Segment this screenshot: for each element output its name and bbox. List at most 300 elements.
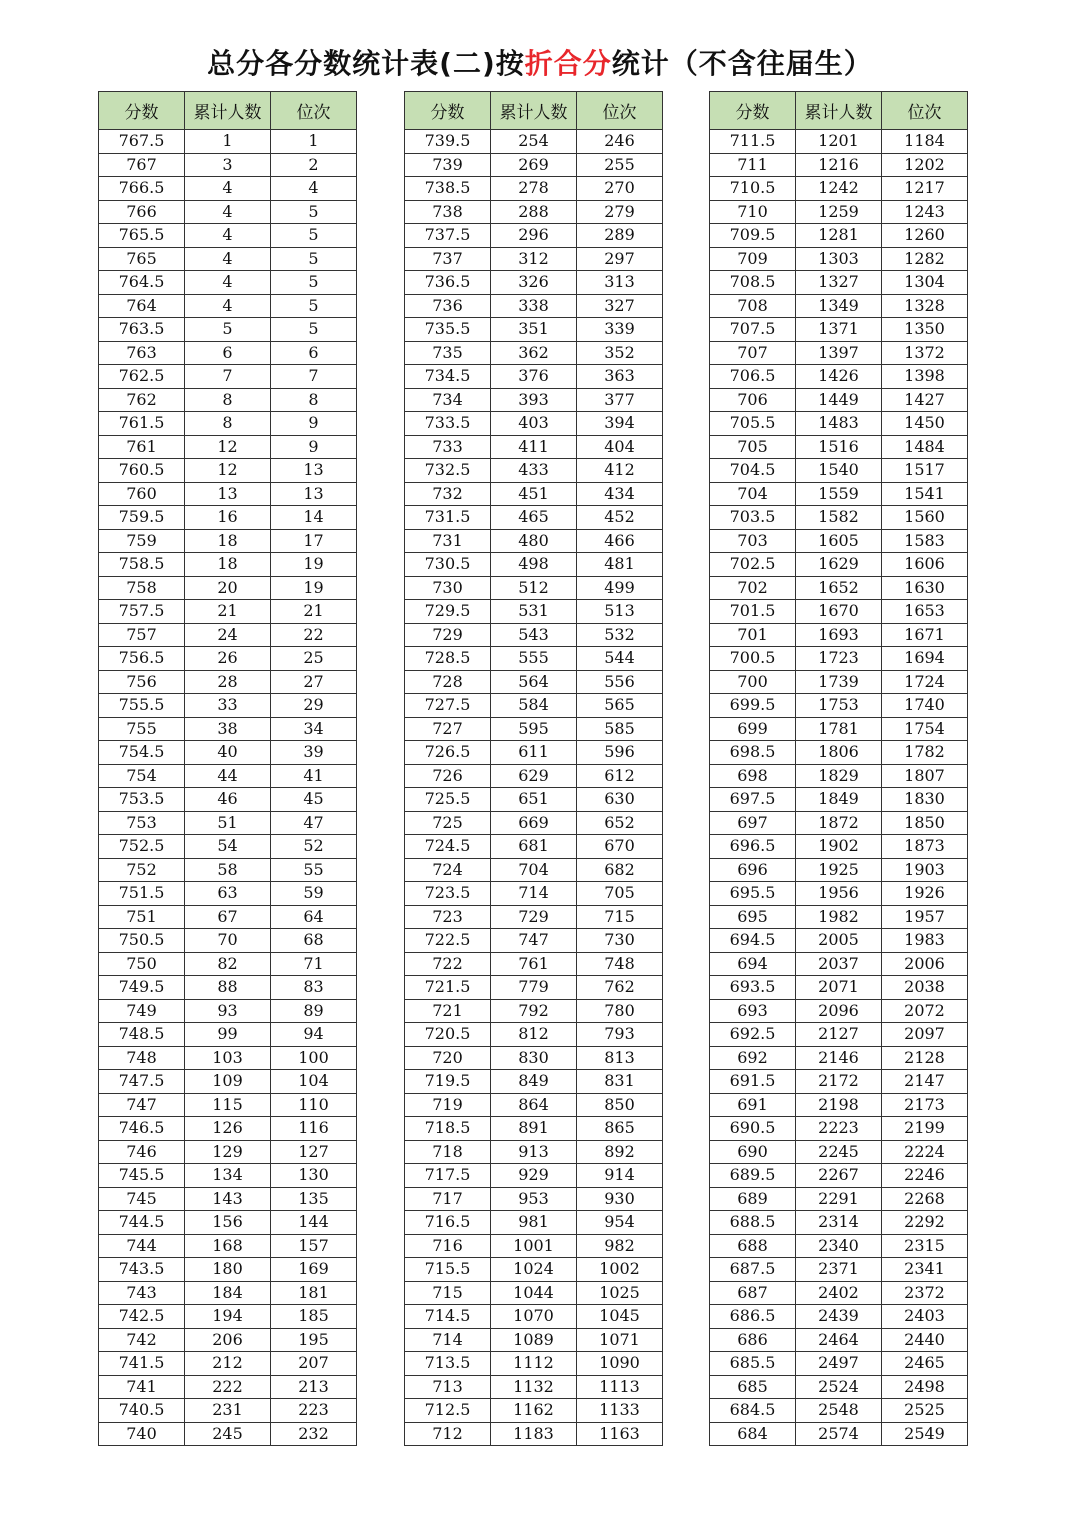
- rank-cell: 232: [271, 1422, 357, 1446]
- cumulative-cell: 1739: [796, 670, 882, 694]
- cumulative-cell: 278: [491, 177, 577, 201]
- rank-cell: 499: [577, 576, 663, 600]
- table-row: [710, 835, 968, 859]
- rank-cell: 2128: [882, 1046, 968, 1070]
- rank-cell: 585: [577, 717, 663, 741]
- score-cell: 753: [99, 811, 185, 835]
- table-row: [405, 482, 663, 506]
- table-row: [99, 365, 357, 389]
- rank-cell: 556: [577, 670, 663, 694]
- cumulative-cell: 1629: [796, 553, 882, 577]
- rank-cell: 55: [271, 858, 357, 882]
- cumulative-cell: 184: [185, 1281, 271, 1305]
- score-cell: 749.5: [99, 976, 185, 1000]
- score-cell: 695: [710, 905, 796, 929]
- score-cell: 690.5: [710, 1117, 796, 1141]
- score-cell: 691: [710, 1093, 796, 1117]
- table-row: [99, 200, 357, 224]
- cumulative-cell: 1872: [796, 811, 882, 835]
- table-row: [405, 224, 663, 248]
- cumulative-cell: 8: [185, 388, 271, 412]
- rank-cell: 135: [271, 1187, 357, 1211]
- table-row: [99, 1328, 357, 1352]
- cumulative-cell: 451: [491, 482, 577, 506]
- score-cell: 685.5: [710, 1352, 796, 1376]
- table-row: [405, 623, 663, 647]
- table-row: [99, 506, 357, 530]
- title-highlight: 折合分: [524, 47, 612, 80]
- cumulative-cell: 1605: [796, 529, 882, 553]
- table-row: [405, 670, 663, 694]
- rank-cell: 831: [577, 1070, 663, 1094]
- score-cell: 717.5: [405, 1164, 491, 1188]
- rank-cell: 13: [271, 459, 357, 483]
- rank-cell: 1133: [577, 1399, 663, 1423]
- score-cell: 691.5: [710, 1070, 796, 1094]
- cumulative-cell: 1371: [796, 318, 882, 342]
- rank-cell: 1484: [882, 435, 968, 459]
- score-cell: 739: [405, 153, 491, 177]
- rank-cell: 213: [271, 1375, 357, 1399]
- score-cell: 758: [99, 576, 185, 600]
- cumulative-cell: 1516: [796, 435, 882, 459]
- score-cell: 720.5: [405, 1023, 491, 1047]
- score-cell: 687.5: [710, 1258, 796, 1282]
- header-rank: 位次: [271, 92, 357, 130]
- rank-cell: 982: [577, 1234, 663, 1258]
- rank-cell: 83: [271, 976, 357, 1000]
- rank-cell: 1926: [882, 882, 968, 906]
- score-cell: 720: [405, 1046, 491, 1070]
- rank-cell: 29: [271, 694, 357, 718]
- score-cell: 738.5: [405, 177, 491, 201]
- table-row: [99, 647, 357, 671]
- rank-cell: 8: [271, 388, 357, 412]
- score-cell: 726.5: [405, 741, 491, 765]
- cumulative-cell: 46: [185, 788, 271, 812]
- table-row: [405, 529, 663, 553]
- rank-cell: 565: [577, 694, 663, 718]
- score-cell: 706: [710, 388, 796, 412]
- rank-cell: 2315: [882, 1234, 968, 1258]
- rank-cell: 22: [271, 623, 357, 647]
- score-cell: 699: [710, 717, 796, 741]
- table-row: [405, 459, 663, 483]
- score-cell: 695.5: [710, 882, 796, 906]
- page-title: [0, 42, 1080, 82]
- cumulative-cell: 2146: [796, 1046, 882, 1070]
- table-row: [99, 623, 357, 647]
- score-cell: 747.5: [99, 1070, 185, 1094]
- rank-cell: 682: [577, 858, 663, 882]
- score-cell: 734: [405, 388, 491, 412]
- score-cell: 754.5: [99, 741, 185, 765]
- score-cell: 711: [710, 153, 796, 177]
- rank-cell: 89: [271, 999, 357, 1023]
- score-cell: 761: [99, 435, 185, 459]
- score-cell: 701: [710, 623, 796, 647]
- table-row: [99, 717, 357, 741]
- score-cell: 721.5: [405, 976, 491, 1000]
- score-cell: 717: [405, 1187, 491, 1211]
- cumulative-cell: 981: [491, 1211, 577, 1235]
- rank-cell: 1090: [577, 1352, 663, 1376]
- table-row: [710, 741, 968, 765]
- table-row: [99, 247, 357, 271]
- cumulative-cell: 2340: [796, 1234, 882, 1258]
- table-row: [405, 764, 663, 788]
- rank-cell: 612: [577, 764, 663, 788]
- score-cell: 713.5: [405, 1352, 491, 1376]
- score-cell: 741.5: [99, 1352, 185, 1376]
- cumulative-cell: 12: [185, 435, 271, 459]
- table-row: [99, 1187, 357, 1211]
- cumulative-cell: 28: [185, 670, 271, 694]
- score-cell: 731: [405, 529, 491, 553]
- score-cell: 732: [405, 482, 491, 506]
- rank-cell: 2403: [882, 1305, 968, 1329]
- table-row: [99, 130, 357, 154]
- cumulative-cell: 2037: [796, 952, 882, 976]
- score-cell: 764.5: [99, 271, 185, 295]
- cumulative-cell: 629: [491, 764, 577, 788]
- cumulative-cell: 16: [185, 506, 271, 530]
- table-row: [99, 388, 357, 412]
- rank-cell: 596: [577, 741, 663, 765]
- score-cell: 699.5: [710, 694, 796, 718]
- rank-cell: 270: [577, 177, 663, 201]
- cumulative-cell: 1829: [796, 764, 882, 788]
- table-row: [405, 365, 663, 389]
- score-cell: 742: [99, 1328, 185, 1352]
- table-row: [405, 717, 663, 741]
- score-cell: 760.5: [99, 459, 185, 483]
- cumulative-cell: 2314: [796, 1211, 882, 1235]
- rank-cell: 2072: [882, 999, 968, 1023]
- cumulative-cell: 729: [491, 905, 577, 929]
- table-row: [99, 788, 357, 812]
- cumulative-cell: 338: [491, 294, 577, 318]
- table-row: [710, 1422, 968, 1446]
- table-row: [405, 1258, 663, 1282]
- score-cell: 694.5: [710, 929, 796, 953]
- score-cell: 766: [99, 200, 185, 224]
- table-row: [405, 1093, 663, 1117]
- cumulative-cell: 2245: [796, 1140, 882, 1164]
- rank-cell: 705: [577, 882, 663, 906]
- rank-cell: 5: [271, 271, 357, 295]
- table-row: [99, 224, 357, 248]
- table-row: [99, 835, 357, 859]
- cumulative-cell: 531: [491, 600, 577, 624]
- score-cell: 750.5: [99, 929, 185, 953]
- table-row: [99, 858, 357, 882]
- score-cell: 764: [99, 294, 185, 318]
- rank-cell: 4: [271, 177, 357, 201]
- cumulative-cell: 1024: [491, 1258, 577, 1282]
- table-row: [99, 1140, 357, 1164]
- score-cell: 704.5: [710, 459, 796, 483]
- rank-cell: 1163: [577, 1422, 663, 1446]
- cumulative-cell: 67: [185, 905, 271, 929]
- cumulative-cell: 26: [185, 647, 271, 671]
- score-cell: 765: [99, 247, 185, 271]
- score-cell: 713: [405, 1375, 491, 1399]
- rank-cell: 363: [577, 365, 663, 389]
- table-row: [99, 764, 357, 788]
- rank-cell: 2440: [882, 1328, 968, 1352]
- score-cell: 707: [710, 341, 796, 365]
- cumulative-cell: 4: [185, 271, 271, 295]
- cumulative-cell: 411: [491, 435, 577, 459]
- cumulative-cell: 12: [185, 459, 271, 483]
- rank-cell: 481: [577, 553, 663, 577]
- rank-cell: 39: [271, 741, 357, 765]
- score-cell: 721: [405, 999, 491, 1023]
- score-cell: 756: [99, 670, 185, 694]
- score-cell: 759: [99, 529, 185, 553]
- cumulative-cell: 1902: [796, 835, 882, 859]
- cumulative-cell: 4: [185, 247, 271, 271]
- cumulative-cell: 480: [491, 529, 577, 553]
- cumulative-cell: 326: [491, 271, 577, 295]
- rank-cell: 1304: [882, 271, 968, 295]
- score-cell: 759.5: [99, 506, 185, 530]
- score-cell: 731.5: [405, 506, 491, 530]
- rank-cell: 21: [271, 600, 357, 624]
- table-row: [99, 1093, 357, 1117]
- table-row: [710, 952, 968, 976]
- cumulative-cell: 351: [491, 318, 577, 342]
- score-cell: 755.5: [99, 694, 185, 718]
- table-row: [710, 1070, 968, 1094]
- score-cell: 767.5: [99, 130, 185, 154]
- score-cell: 709.5: [710, 224, 796, 248]
- table-row: [710, 976, 968, 1000]
- cumulative-cell: 1112: [491, 1352, 577, 1376]
- cumulative-cell: 7: [185, 365, 271, 389]
- rank-cell: 13: [271, 482, 357, 506]
- rank-cell: 2097: [882, 1023, 968, 1047]
- table-row: [99, 1352, 357, 1376]
- rank-cell: 5: [271, 200, 357, 224]
- score-cell: 694: [710, 952, 796, 976]
- table-row: [710, 647, 968, 671]
- cumulative-cell: 812: [491, 1023, 577, 1047]
- cumulative-cell: 1559: [796, 482, 882, 506]
- rank-cell: 181: [271, 1281, 357, 1305]
- table-row: [405, 1211, 663, 1235]
- cumulative-cell: 2198: [796, 1093, 882, 1117]
- score-cell: 708: [710, 294, 796, 318]
- score-cell: 714.5: [405, 1305, 491, 1329]
- cumulative-cell: 2005: [796, 929, 882, 953]
- rank-cell: 544: [577, 647, 663, 671]
- score-cell: 756.5: [99, 647, 185, 671]
- score-cell: 704: [710, 482, 796, 506]
- rank-cell: 452: [577, 506, 663, 530]
- rank-cell: 513: [577, 600, 663, 624]
- table-row: [405, 177, 663, 201]
- score-cell: 730: [405, 576, 491, 600]
- table-row: [710, 459, 968, 483]
- rank-cell: 1113: [577, 1375, 663, 1399]
- cumulative-cell: 212: [185, 1352, 271, 1376]
- rank-cell: 1427: [882, 388, 968, 412]
- cumulative-cell: 168: [185, 1234, 271, 1258]
- cumulative-cell: 465: [491, 506, 577, 530]
- table-row: [710, 1281, 968, 1305]
- rank-cell: 2372: [882, 1281, 968, 1305]
- cumulative-cell: 1397: [796, 341, 882, 365]
- score-cell: 686.5: [710, 1305, 796, 1329]
- rank-cell: 27: [271, 670, 357, 694]
- rank-cell: 1025: [577, 1281, 663, 1305]
- table-row: [405, 271, 663, 295]
- cumulative-cell: 180: [185, 1258, 271, 1282]
- cumulative-cell: 2267: [796, 1164, 882, 1188]
- rank-cell: 780: [577, 999, 663, 1023]
- score-cell: 762: [99, 388, 185, 412]
- cumulative-cell: 1540: [796, 459, 882, 483]
- cumulative-cell: 681: [491, 835, 577, 859]
- cumulative-cell: 2371: [796, 1258, 882, 1282]
- cumulative-cell: 156: [185, 1211, 271, 1235]
- cumulative-cell: 296: [491, 224, 577, 248]
- rank-cell: 930: [577, 1187, 663, 1211]
- score-cell: 701.5: [710, 600, 796, 624]
- table-row: [405, 294, 663, 318]
- table-row: [99, 553, 357, 577]
- cumulative-cell: 21: [185, 600, 271, 624]
- score-cell: 746: [99, 1140, 185, 1164]
- table-row: [99, 670, 357, 694]
- rank-cell: 64: [271, 905, 357, 929]
- score-cell: 715.5: [405, 1258, 491, 1282]
- score-cell: 746.5: [99, 1117, 185, 1141]
- cumulative-cell: 849: [491, 1070, 577, 1094]
- title-part-2: 统计（不含往届生）: [611, 47, 873, 80]
- table-row: [710, 694, 968, 718]
- score-cell: 690: [710, 1140, 796, 1164]
- score-cell: 706.5: [710, 365, 796, 389]
- table-row: [405, 1117, 663, 1141]
- score-cell: 728: [405, 670, 491, 694]
- table-row: [405, 1328, 663, 1352]
- rank-cell: 2498: [882, 1375, 968, 1399]
- cumulative-cell: 206: [185, 1328, 271, 1352]
- score-cell: 716.5: [405, 1211, 491, 1235]
- score-cell: 686: [710, 1328, 796, 1352]
- score-cell: 760: [99, 482, 185, 506]
- table-row: [710, 1258, 968, 1282]
- cumulative-cell: 20: [185, 576, 271, 600]
- rank-cell: 2549: [882, 1422, 968, 1446]
- score-cell: 684.5: [710, 1399, 796, 1423]
- cumulative-cell: 134: [185, 1164, 271, 1188]
- table-row: [99, 905, 357, 929]
- score-cell: 735.5: [405, 318, 491, 342]
- score-cell: 763: [99, 341, 185, 365]
- table-row: [710, 999, 968, 1023]
- table-row: [99, 341, 357, 365]
- score-cell: 711.5: [710, 130, 796, 154]
- table-row: [710, 1093, 968, 1117]
- score-cell: 698.5: [710, 741, 796, 765]
- rank-cell: 670: [577, 835, 663, 859]
- score-cell: 757: [99, 623, 185, 647]
- rank-cell: 2341: [882, 1258, 968, 1282]
- table-row: [710, 506, 968, 530]
- cumulative-cell: 24: [185, 623, 271, 647]
- cumulative-cell: 44: [185, 764, 271, 788]
- cumulative-cell: 1925: [796, 858, 882, 882]
- rank-cell: 5: [271, 247, 357, 271]
- score-cell: 723.5: [405, 882, 491, 906]
- rank-cell: 404: [577, 435, 663, 459]
- cumulative-cell: 1652: [796, 576, 882, 600]
- score-cell: 747: [99, 1093, 185, 1117]
- table-row: [99, 929, 357, 953]
- rank-cell: 1957: [882, 905, 968, 929]
- table-row: [405, 1046, 663, 1070]
- score-cell: 709: [710, 247, 796, 271]
- rank-cell: 2292: [882, 1211, 968, 1235]
- rank-cell: 1517: [882, 459, 968, 483]
- cumulative-cell: 376: [491, 365, 577, 389]
- table-row: [405, 600, 663, 624]
- cumulative-cell: 115: [185, 1093, 271, 1117]
- rank-cell: 1740: [882, 694, 968, 718]
- table-row: [710, 553, 968, 577]
- rank-cell: 1807: [882, 764, 968, 788]
- cumulative-cell: 3: [185, 153, 271, 177]
- table-row: [405, 811, 663, 835]
- score-cell: 733.5: [405, 412, 491, 436]
- cumulative-cell: 63: [185, 882, 271, 906]
- rank-cell: 954: [577, 1211, 663, 1235]
- table-row: [710, 247, 968, 271]
- score-cell: 697: [710, 811, 796, 835]
- cumulative-cell: 864: [491, 1093, 577, 1117]
- rank-cell: 2246: [882, 1164, 968, 1188]
- cumulative-cell: 6: [185, 341, 271, 365]
- cumulative-cell: 82: [185, 952, 271, 976]
- cumulative-cell: 393: [491, 388, 577, 412]
- score-cell: 733: [405, 435, 491, 459]
- score-cell: 707.5: [710, 318, 796, 342]
- score-cell: 742.5: [99, 1305, 185, 1329]
- header-rank: 位次: [577, 92, 663, 130]
- table-row: [405, 1164, 663, 1188]
- header-cumulative: 累计人数: [491, 92, 577, 130]
- score-cell: 736.5: [405, 271, 491, 295]
- cumulative-cell: 1089: [491, 1328, 577, 1352]
- rank-cell: 394: [577, 412, 663, 436]
- score-cell: 728.5: [405, 647, 491, 671]
- table-row: [405, 858, 663, 882]
- table-row: [405, 882, 663, 906]
- score-cell: 722: [405, 952, 491, 976]
- rank-cell: 1350: [882, 318, 968, 342]
- table-row: [405, 435, 663, 459]
- score-cell: 758.5: [99, 553, 185, 577]
- table-row: [99, 271, 357, 295]
- rank-cell: 19: [271, 553, 357, 577]
- score-cell: 697.5: [710, 788, 796, 812]
- rank-cell: 652: [577, 811, 663, 835]
- table-row: [99, 811, 357, 835]
